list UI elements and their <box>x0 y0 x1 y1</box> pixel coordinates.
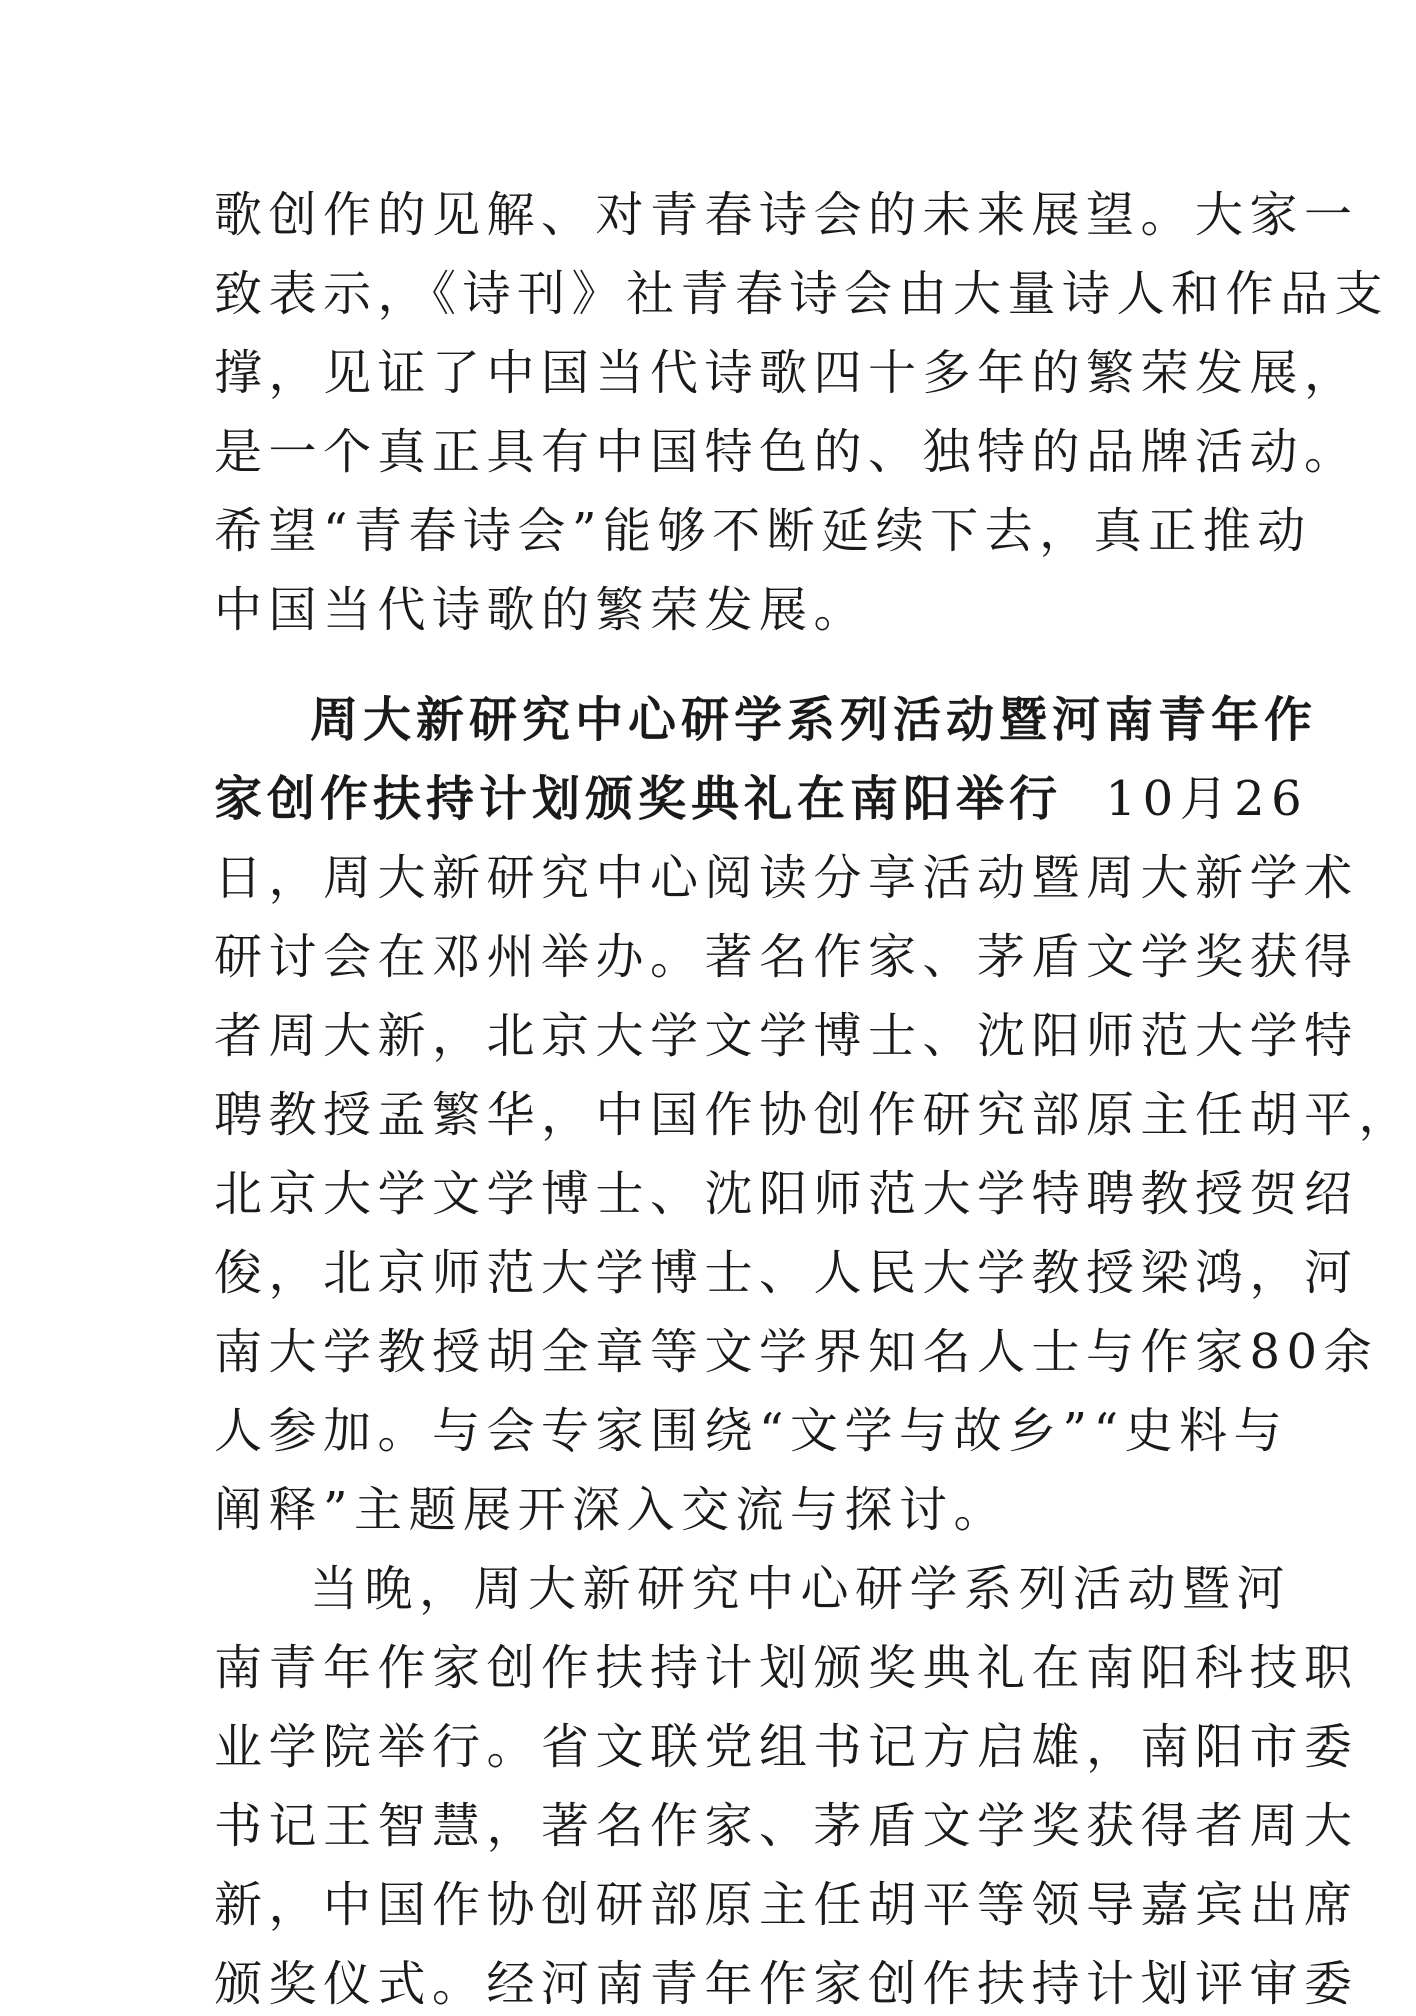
text-line: 北京大学文学博士、沈阳师范大学特聘教授贺绍 <box>214 1166 1359 1222</box>
text-line: 南大学教授胡全章等文学界知名人士与作家80余 <box>214 1324 1379 1380</box>
text-line: 者周大新，北京大学文学博士、沈阳师范大学特 <box>214 1008 1359 1064</box>
text-line: 颁奖仪式。经河南青年作家创作扶持计划评审委 <box>214 1956 1359 2012</box>
text-line: 歌创作的见解、对青春诗会的未来展望。大家一 <box>214 187 1359 243</box>
text-line: 新，中国作协创研部原主任胡平等领导嘉宾出席 <box>214 1877 1359 1933</box>
section-heading-line2 <box>214 767 1309 831</box>
text-line: 希望“青春诗会”能够不断延续下去，真正推动 <box>214 503 1312 559</box>
text-line: 当晚，周大新研究中心研学系列活动暨河 <box>310 1561 1292 1617</box>
text-line: 俊，北京师范大学博士、人民大学教授梁鸿，河 <box>214 1245 1359 1301</box>
text-line: 书记王智慧，著名作家、茅盾文学奖获得者周大 <box>214 1798 1359 1854</box>
text-line: 致表示，《诗刊》社青春诗会由大量诗人和作品支 <box>214 266 1390 322</box>
text-line: 日，周大新研究中心阅读分享活动暨周大新学术 <box>214 850 1359 906</box>
text-line: 是一个真正具有中国特色的、独特的品牌活动。 <box>214 424 1359 480</box>
text-line: 人参加。与会专家围绕“文学与故乡”“史料与 <box>214 1403 1289 1459</box>
text-line: 阐释”主题展开深入交流与探讨。 <box>214 1482 1009 1538</box>
text-line: 撑，见证了中国当代诗歌四十多年的繁荣发展， <box>214 345 1359 401</box>
section-heading: 周大新研究中心研学系列活动暨河南青年作 <box>310 692 1318 748</box>
text-line: 中国当代诗歌的繁荣发展。 <box>214 582 869 638</box>
text-line: 聘教授孟繁华，中国作协创作研究部原主任胡平， <box>214 1087 1414 1143</box>
text-line: 南青年作家创作扶持计划颁奖典礼在南阳科技职 <box>214 1640 1359 1696</box>
section-heading-bold: 家创作扶持计划颁奖典礼在南阳举行 <box>214 771 1063 827</box>
text-line: 业学院举行。省文联党组书记方启雄，南阳市委 <box>214 1719 1359 1775</box>
date-text: 10月26 <box>1062 771 1309 827</box>
text-line: 研讨会在邓州举办。著名作家、茅盾文学奖获得 <box>214 929 1359 985</box>
